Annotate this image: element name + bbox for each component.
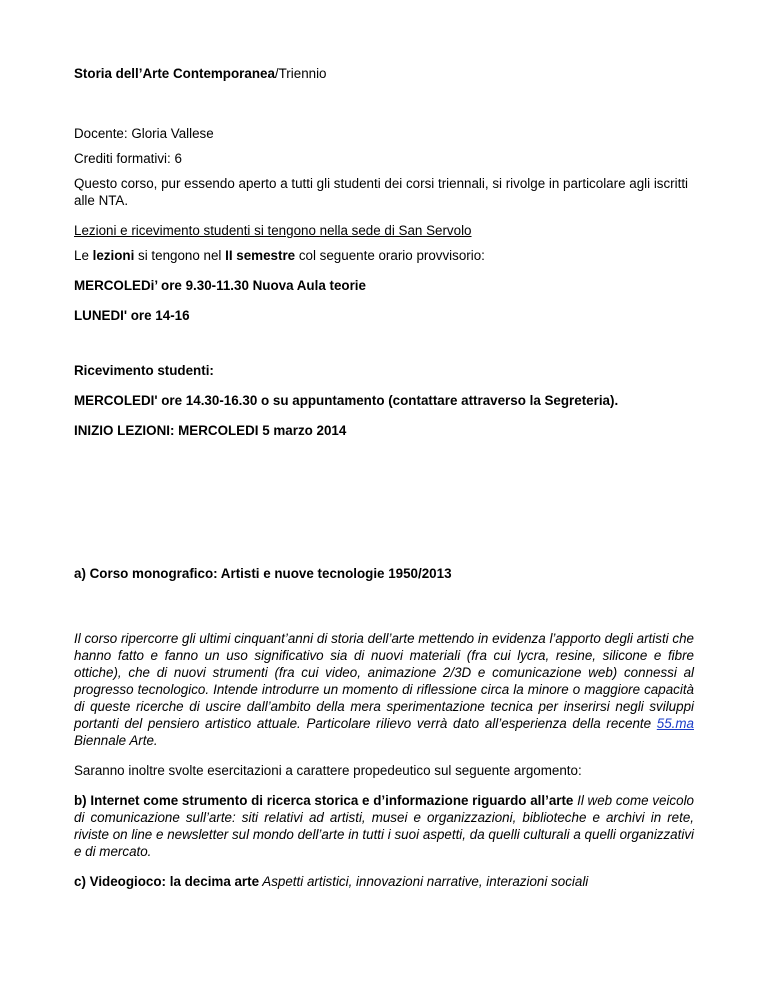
section-a-title [74,565,452,582]
lezioni-suffix: col seguente orario provvisorio: [295,248,485,263]
course-title: Storia dell’Arte Contemporanea [74,66,275,81]
section-a-body [74,630,694,749]
crediti-line: Crediti formativi: 6 [74,151,182,166]
ricevimento-title-text: Ricevimento studenti: [74,363,214,378]
lezioni-prefix: Le [74,248,93,263]
course-heading [74,65,327,82]
schedule-mercoledi [74,277,366,294]
section-a-body-text: Il corso ripercorre gli ultimi cinquant’anni di storia dell’arte mettendo in evidenza l’apporto degli artisti che hanno fatto e fanno un uso significativo sia di nuovi materiali (fra cui lycra, resine, silicone e fibre ottiche), che di nuovi strumenti (fra cui video, animazione 2/3D e comunicazione web) connessi al progresso tecnologico. Intende introdurre un momento di riflessione circa la minore o maggiore capacità di queste ricerche di uscire dall’ambito della mera sperimentazione tecnica per inserirsi negli sviluppi portanti del pensiero artistico attuale. Particolare rilievo verrà dato all’esperienza della recente [74,631,694,731]
lunedi-text: LUNEDI' ore 14-16 [74,308,190,323]
section-c-body: Aspetti artistici, innovazioni narrative, interazioni sociali [259,874,589,889]
section-b-title: b) Internet come strumento di ricerca storica e d’informazione riguardo all’arte [74,793,574,808]
section-a-title-text: a) Corso monografico: Artisti e nuove tecnologie 1950/2013 [74,566,452,581]
ricevimento-time-text: MERCOLEDI' ore 14.30-16.30 o su appuntamento (contattare attraverso la Segreteria). [74,393,619,408]
section-a-body-end: Biennale Arte. [74,733,158,748]
section-b-body: Il web come veicolo di comunicazione sull’arte: siti relativi ad artisti, musei e organizzazioni, biblioteche e archivi in rete, riviste on line e newsletter sul mondo dell’arte in tutti i suoi aspetti, da quelli culturali a quelli organizzativi e di mercato. [74,793,694,859]
sede-text: Lezioni e ricevimento studenti si tengono nella sede di San Servolo [74,223,472,238]
lezioni-middle: si tengono nel [134,248,226,263]
semestre-word: II semestre [225,248,296,263]
schedule-lunedi [74,307,190,324]
ricevimento-time [74,392,618,409]
ricevimento-title [74,362,214,379]
section-c [74,873,588,890]
section-c-title: c) Videogioco: la decima arte [74,874,260,889]
inizio-text: INIZIO LEZIONI: MERCOLEDI 5 marzo 2014 [74,423,347,438]
biennale-link[interactable]: 55.ma [656,716,694,731]
lezioni-word: lezioni [92,248,135,263]
lezioni-line [74,247,485,264]
sede-line [74,222,472,239]
docente-line: Docente: Gloria Vallese [74,126,214,141]
course-level: /Triennio [274,66,327,81]
inizio-lezioni [74,422,346,439]
esercitazioni-intro: Saranno inoltre svolte esercitazioni a carattere propedeutico sul seguente argomento: [74,763,582,778]
section-b [74,792,694,860]
mercoledi-text: MERCOLEDi’ ore 9.30-11.30 Nuova Aula teorie [74,278,366,293]
intro-paragraph: Questo corso, pur essendo aperto a tutti gli studenti dei corsi triennali, si rivolge in particolare agli iscritti alle NTA. [74,176,689,208]
